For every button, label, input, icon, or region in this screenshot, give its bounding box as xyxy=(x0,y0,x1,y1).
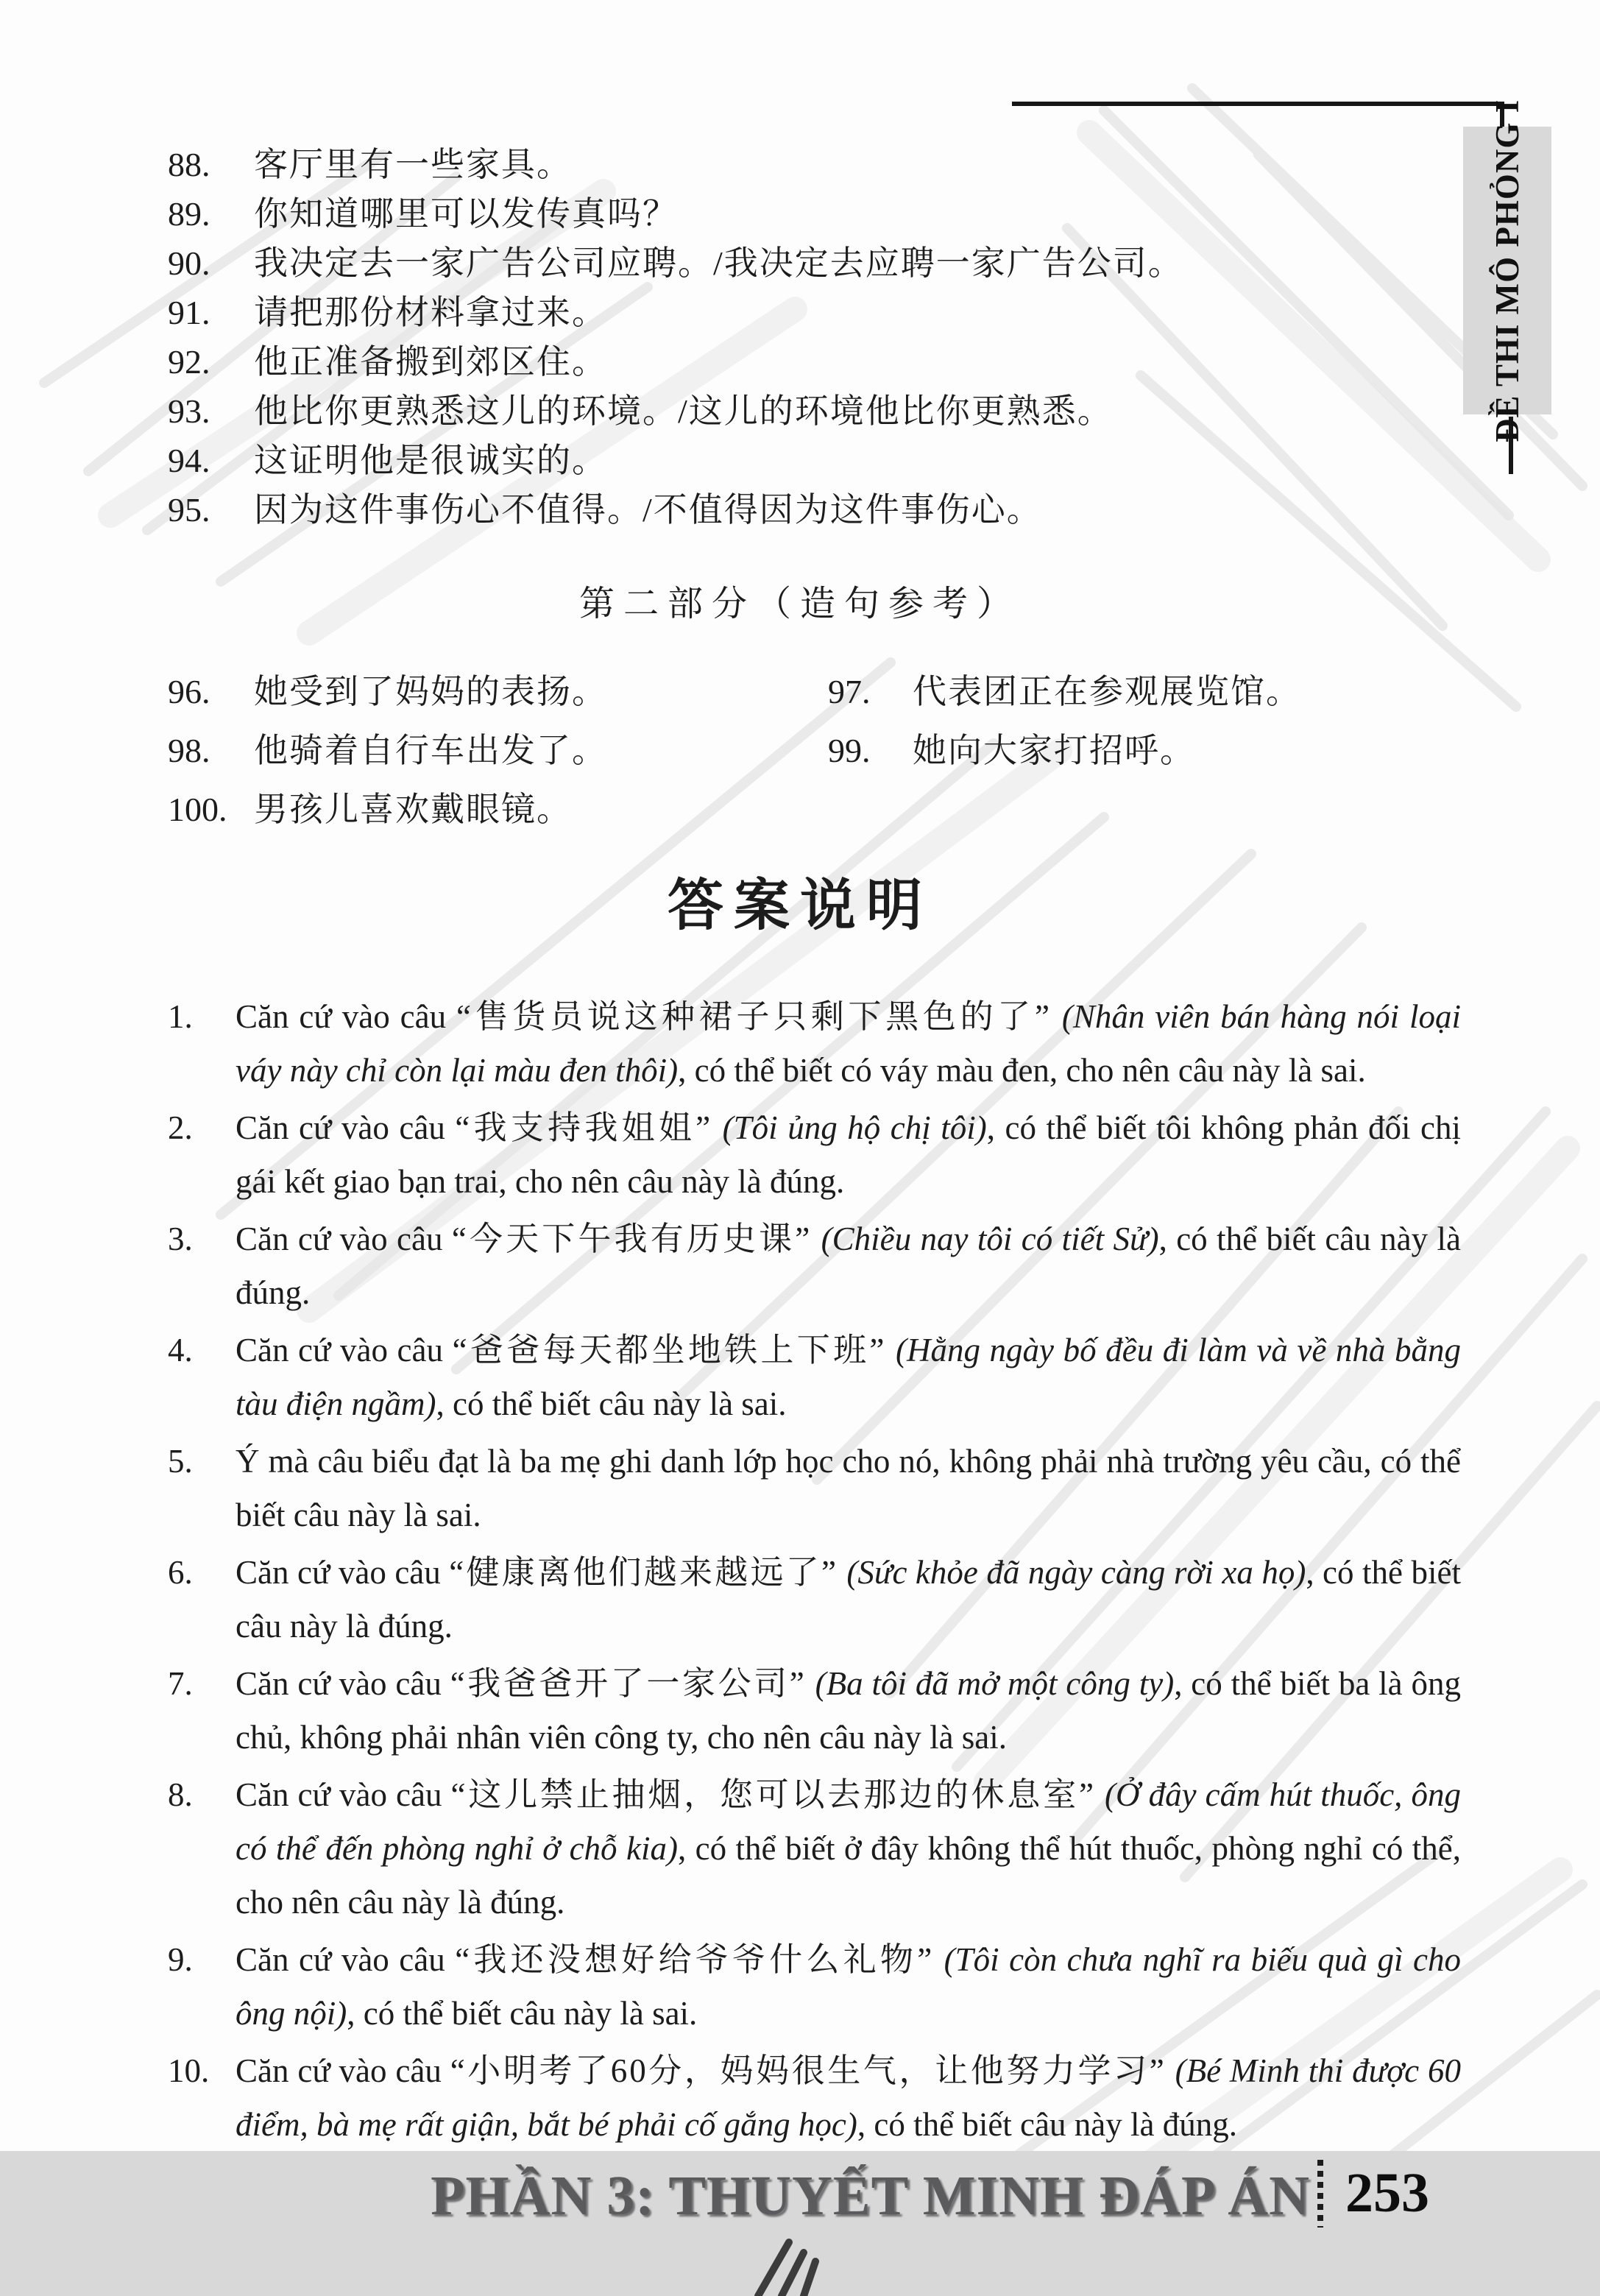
item-text: 他比你更熟悉这儿的环境。/这儿的环境他比你更熟悉。 xyxy=(254,392,1113,430)
grid-cell xyxy=(828,667,1600,726)
chapter-sidebar-tab xyxy=(1463,99,1551,442)
item-number: 2. xyxy=(168,1109,193,1146)
list-item xyxy=(0,337,1600,386)
explanation-item xyxy=(0,1546,1600,1653)
footer-dotted-divider xyxy=(1317,2160,1323,2228)
item-text: 我决定去一家广告公司应聘。/我决定去应聘一家广告公司。 xyxy=(254,244,1183,282)
item-number: 7. xyxy=(168,1665,193,1702)
list-item xyxy=(0,140,1600,189)
item-text: Căn cứ vào câu “今天下午我有历史课” (Chiều nay tôi có tiết Sử), có thể biết câu này là đúng. xyxy=(236,1221,1461,1311)
item-number: 97. xyxy=(828,673,871,710)
item-text: Căn cứ vào câu “我爸爸开了一家公司” (Ba tôi đã mở một công ty), có thể biết ba là ông chủ, không phải nhân viên công ty, cho nên câu này là sai. xyxy=(236,1665,1461,1756)
list-item xyxy=(0,386,1600,436)
item-text: 他正准备搬到郊区住。 xyxy=(254,343,607,381)
item-text: 他骑着自行车出发了。 xyxy=(254,732,607,769)
chapter-sidebar-label: ĐỀ THI MÔ PHỎNG I xyxy=(1489,99,1526,442)
explanation-item xyxy=(0,2044,1600,2152)
item-number: 9. xyxy=(168,1941,193,1978)
item-text: Căn cứ vào câu “小明考了60分，妈妈很生气，让他努力学习” (Bé Minh thi được 60 điểm, bà mẹ rất giận, bắt bé phải cố gắng học), có thể biết câu này là đúng. xyxy=(236,2052,1461,2143)
item-number: 89. xyxy=(168,195,210,233)
item-number: 95. xyxy=(168,491,210,529)
item-number: 5. xyxy=(168,1443,193,1480)
footer-section-title: PHẦN 3: THUYẾT MINH ĐÁP ÁN xyxy=(431,2165,1310,2227)
grid-cell-empty xyxy=(828,785,1600,844)
palm-leaf-silhouette xyxy=(736,2238,854,2296)
item-number: 4. xyxy=(168,1332,193,1368)
item-text: 你知道哪里可以发传真吗？ xyxy=(254,195,678,233)
item-text: Căn cứ vào câu “我还没想好给爷爷什么礼物” (Tôi còn chưa nghĩ ra biếu quà gì cho ông nội), có thể biết câu này là sai. xyxy=(236,1941,1461,2032)
item-number: 99. xyxy=(828,732,871,769)
item-text: 她受到了妈妈的表扬。 xyxy=(254,673,607,710)
explanation-item xyxy=(0,990,1600,1098)
item-number: 90. xyxy=(168,244,210,282)
list-item xyxy=(0,485,1600,534)
item-text: 请把那份材料拿过来。 xyxy=(254,294,607,331)
explanation-item xyxy=(0,1768,1600,1929)
item-text: 客厅里有一些家具。 xyxy=(254,146,572,183)
item-number: 93. xyxy=(168,392,210,430)
grid-cell xyxy=(168,667,828,726)
item-number: 6. xyxy=(168,1554,193,1591)
grid-row xyxy=(0,726,1600,785)
part1-answer-list xyxy=(0,140,1600,534)
item-number: 3. xyxy=(168,1221,193,1257)
grid-cell xyxy=(828,726,1600,785)
answers-section-heading: 答案说明 xyxy=(668,875,932,937)
list-item xyxy=(0,239,1600,288)
list-item xyxy=(0,288,1600,337)
grid-cell xyxy=(168,726,828,785)
item-text: 男孩儿喜欢戴眼镜。 xyxy=(254,791,572,828)
item-number: 98. xyxy=(168,732,210,769)
page-footer xyxy=(0,2151,1600,2296)
item-number: 8. xyxy=(168,1776,193,1813)
item-text: 她向大家打招呼。 xyxy=(913,732,1195,769)
item-number: 1. xyxy=(168,998,193,1035)
grid-cell xyxy=(168,785,828,844)
explanation-item xyxy=(0,1657,1600,1765)
item-text: Căn cứ vào câu “这儿禁止抽烟，您可以去那边的休息室” (Ở đây cấm hút thuốc, ông có thể đến phòng nghỉ ở chỗ kia), có thể biết ở đây không thể hút thuốc, phòng nghỉ có thể, cho nên câu này là đúng. xyxy=(236,1776,1462,1921)
item-text: Căn cứ vào câu “售货员说这种裙子只剩下黑色的了” (Nhân viên bán hàng nói loại váy này chỉ còn lại màu đen thôi), có thể biết có váy màu đen, cho nên câu này là sai. xyxy=(236,998,1461,1089)
grid-row xyxy=(0,785,1600,844)
item-number: 94. xyxy=(168,442,210,479)
page-number: 253 xyxy=(1345,2162,1429,2224)
explanation-item xyxy=(0,1101,1600,1209)
item-text: 因为这件事伤心不值得。/不值得因为这件事伤心。 xyxy=(254,491,1042,529)
part2-section-heading: 第二部分（造句参考） xyxy=(578,584,1021,624)
item-text: Căn cứ vào câu “爸爸每天都坐地铁上下班” (Hằng ngày bố đều đi làm và về nhà bằng tàu điện ngầm), có thể biết câu này là sai. xyxy=(236,1332,1461,1422)
list-item xyxy=(0,189,1600,239)
item-number: 10. xyxy=(168,2052,210,2089)
explanation-item xyxy=(0,1212,1600,1320)
explanation-item xyxy=(0,1933,1600,2041)
part2-answer-grid xyxy=(0,667,1600,844)
item-number: 96. xyxy=(168,673,210,710)
item-text: Căn cứ vào câu “我支持我姐姐” (Tôi ủng hộ chị tôi), có thể biết tôi không phản đối chị gái kết giao bạn trai, cho nên câu này là đúng. xyxy=(236,1109,1461,1200)
item-text: 代表团正在参观展览馆。 xyxy=(913,673,1301,710)
item-text: 这证明他是很诚实的。 xyxy=(254,442,607,479)
grid-row xyxy=(0,667,1600,726)
explanation-list xyxy=(0,990,1600,2152)
top-right-rule xyxy=(1012,102,1503,106)
item-number: 92. xyxy=(168,343,210,381)
item-text: Ý mà câu biểu đạt là ba mẹ ghi danh lớp học cho nó, không phải nhà trường yêu cầu, có thể biết câu này là sai. xyxy=(236,1443,1461,1533)
item-number: 88. xyxy=(168,146,210,183)
item-number: 100. xyxy=(168,791,227,828)
explanation-item xyxy=(0,1435,1600,1542)
list-item xyxy=(0,436,1600,485)
item-number: 91. xyxy=(168,294,210,331)
item-text: Căn cứ vào câu “健康离他们越来越远了” (Sức khỏe đã ngày càng rời xa họ), có thể biết câu này là đúng. xyxy=(236,1554,1461,1645)
explanation-item xyxy=(0,1324,1600,1431)
